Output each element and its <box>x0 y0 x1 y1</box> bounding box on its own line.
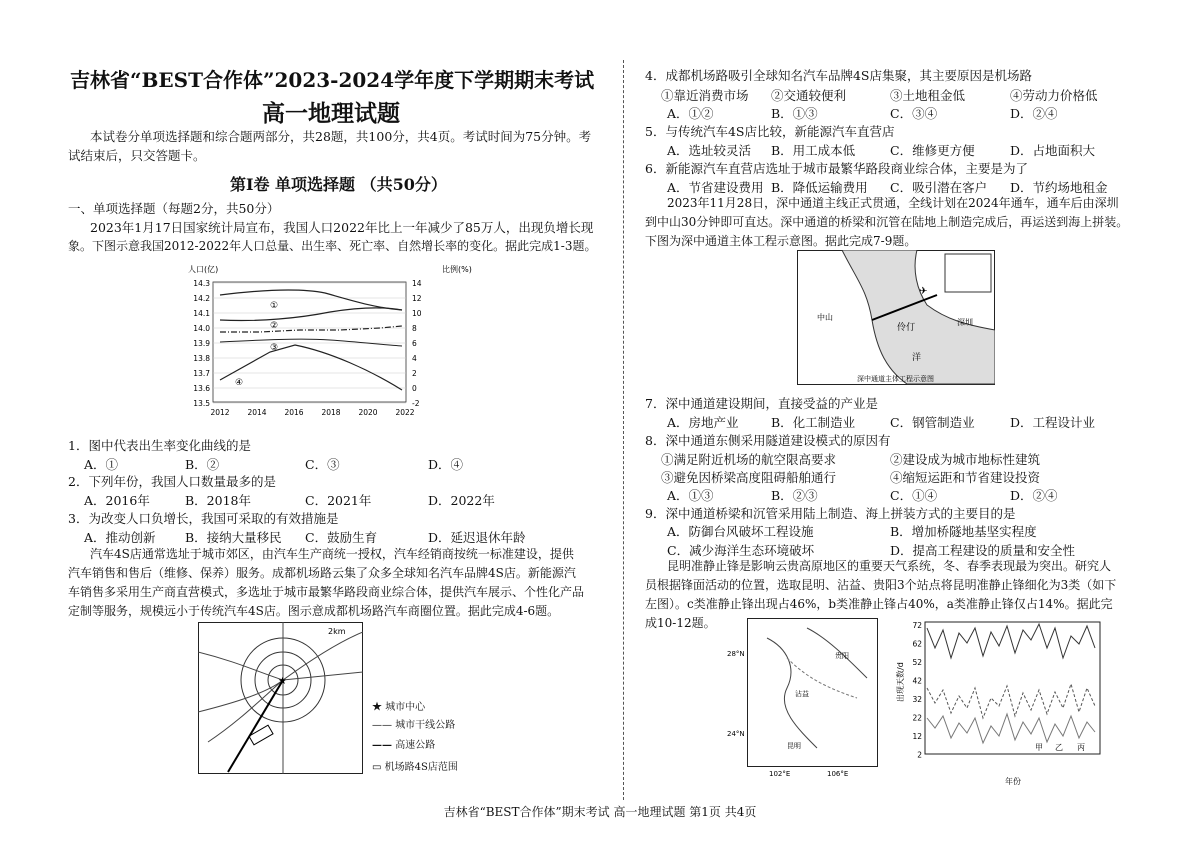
q3-option-d[interactable]: D．延迟退休年龄 <box>428 530 526 545</box>
chart2-ylabel: 出现天数/d <box>896 662 905 702</box>
chart2-y-tick-label: 72 <box>912 621 922 630</box>
passage4-line2: 员根据锋面活动的位置，选取昆明、沾益、贵阳3个站点将昆明准静止锋细化为3类（如下 <box>645 578 1117 592</box>
x-tick-label: 2012 <box>210 408 230 417</box>
city-center-star-icon: ★ <box>278 676 287 687</box>
series-line-1 <box>220 290 402 310</box>
q6-option-a[interactable]: A．节省建设费用 <box>667 180 764 195</box>
series-yi-line <box>927 684 1095 718</box>
chart-yticks <box>193 279 210 408</box>
q9-option-b[interactable]: B．增加桥隧地基坚实程度 <box>890 524 1037 539</box>
legend-trunk-road-label: 城市干线公路 <box>395 720 456 731</box>
q4-item-4: ④劳动力价格低 <box>1010 88 1098 103</box>
legend-highway: —— 高速公路 <box>372 740 436 751</box>
passage3-line1: 2023年11月28日，深中通道主线正式贯通，全线计划在2024年通车，通车后由深圳 <box>667 196 1119 210</box>
q8-item-3: ③避免因桥梁高度阻碍船舶通行 <box>661 470 837 485</box>
q6-stem: 6．新能源汽车直营店选址于城市最繁华路段商业综合体，主要是为了 <box>645 161 1028 176</box>
y-tick-label: 13.5 <box>193 399 210 408</box>
label-yang: 洋 <box>912 353 922 363</box>
chart-y2label: 比例(%) <box>442 265 472 274</box>
y2-tick-label: 2 <box>412 369 417 378</box>
q8-item-1: ①满足附近机场的航空限高要求 <box>661 452 837 467</box>
series-line-3b <box>220 339 402 346</box>
map2-legend-box <box>945 254 991 292</box>
q8-option-a[interactable]: A．①③ <box>667 488 714 503</box>
passage2-line1: 汽车4S店通常选址于城市郊区，由汽车生产商统一授权，汽车经销商按统一标准建设，提供 <box>90 547 574 561</box>
q1-option-c[interactable]: C．③ <box>305 457 340 472</box>
lat-24: 24°N <box>727 730 745 738</box>
y-tick-label: 14.1 <box>193 309 210 318</box>
series-label-2: ② <box>270 321 279 331</box>
passage2-line4: 定制等服务，规模远小于传统汽车4S店。图示意成都机场路汽车商圈位置。据此完成4-6题。 <box>68 604 560 618</box>
passage4-line3: 左图）。c类准静止锋出现占46%，b类准静止锋占40%，a类准静止锋仅占14%。据此完 <box>645 597 1113 611</box>
shenzhong-map <box>797 250 995 385</box>
passage1-line2: 象。下图示意我国2012-2022年人口总量、出生率、死亡率、自然增长率的变化。据此完成1-3题。 <box>68 239 597 253</box>
y-tick-label: 13.8 <box>193 354 210 363</box>
lat-28: 28°N <box>727 650 745 658</box>
lon-106: 106°E <box>827 770 849 778</box>
chart2-y-tick-label: 2 <box>917 750 922 760</box>
map2-caption: 深中通道主体工程示意图 <box>857 375 934 383</box>
legend-4s-area-label: 机场路4S店范围 <box>384 762 458 773</box>
q7-stem: 7．深中通道建设期间，直接受益的产业是 <box>645 396 878 411</box>
legend-trunk-road: —— 城市干线公路 <box>372 720 456 731</box>
series-line-3 <box>220 326 402 332</box>
q3-stem: 3．为改变人口负增长，我国可采取的有效措施是 <box>68 511 339 526</box>
exam-subtitle: 高一地理试题 <box>262 100 400 127</box>
y2-tick-label: 8 <box>412 324 417 333</box>
chart2-y-tick-label: 32 <box>912 695 922 704</box>
chart2-y-tick-label: 42 <box>912 676 922 686</box>
q9-option-a[interactable]: A．防御台风破坏工程设施 <box>667 524 814 539</box>
chart2-xlabel: 年份 <box>1005 777 1021 786</box>
q4-item-1: ①靠近消费市场 <box>661 88 749 103</box>
y-tick-label: 13.9 <box>193 339 210 348</box>
q5-stem: 5．与传统汽车4S店比较，新能源汽车直营店 <box>645 124 895 139</box>
chengdu-map <box>198 622 363 774</box>
lon-102: 102°E <box>769 770 791 778</box>
y2-tick-label: 14 <box>412 279 422 288</box>
section-subtitle: 一、单项选择题（每题2分，共50分） <box>68 201 280 216</box>
page-footer: 吉林省“BEST合作体”期末考试 高一地理试题 第1页 共4页 <box>443 805 757 819</box>
x-tick-label: 2014 <box>247 408 267 417</box>
days-chart <box>895 618 1120 788</box>
label-kunming: 昆明 <box>787 742 801 750</box>
passage4-line4: 成10-12题。 <box>645 616 716 630</box>
y-tick-label: 14.0 <box>193 324 210 333</box>
legend-jia: 甲 <box>1035 743 1043 752</box>
legend-bing: 丙 <box>1077 743 1085 752</box>
y-tick-label: 14.2 <box>193 294 210 303</box>
series-line-4 <box>220 345 402 390</box>
legend-4s-area: ▭ 机场路4S店范围 <box>372 762 458 773</box>
q6-option-c[interactable]: C．吸引潜在客户 <box>890 180 988 195</box>
chart-xticks <box>210 408 414 417</box>
legend-city-center-label: 城市中心 <box>385 702 426 713</box>
legend-city-center: ★ 城市中心 <box>372 702 426 713</box>
q5-option-d[interactable]: D．占地面积大 <box>1010 143 1096 158</box>
q4-option-c[interactable]: C．③④ <box>890 106 938 121</box>
q4-option-b[interactable]: B．①③ <box>771 106 818 121</box>
series-label-1: ① <box>270 301 279 311</box>
intro-line-1: 本试卷分单项选择题和综合题两部分，共28题，共100分，共4页。考试时间为75分钟。考 <box>90 129 592 144</box>
chart-y2ticks <box>412 279 422 408</box>
q4-option-d[interactable]: D．②④ <box>1010 106 1058 121</box>
q8-option-d[interactable]: D．②④ <box>1010 488 1058 503</box>
q1-option-a[interactable]: A．① <box>84 457 119 472</box>
q9-option-d[interactable]: D．提高工程建设的质量和安全性 <box>890 543 1076 558</box>
x-tick-label: 2016 <box>284 408 304 417</box>
y2-tick-label: -2 <box>412 399 420 408</box>
q6-option-d[interactable]: D．节约场地租金 <box>1010 180 1108 195</box>
legend-yi: 乙 <box>1055 743 1063 752</box>
population-chart <box>180 260 490 430</box>
passage4-line1: 昆明准静止锋是影响云贵高原地区的重要天气系统，冬、春季表现最为突出。研究人 <box>667 559 1112 573</box>
airport-icon: ✈ <box>919 286 928 297</box>
q8-item-4: ④缩短运距和节省建设投资 <box>890 470 1041 485</box>
chart2-y-tick-label: 62 <box>912 639 922 649</box>
series-label-3: ③ <box>270 343 279 353</box>
chart2-y-tick-label: 22 <box>912 713 922 723</box>
y2-tick-label: 10 <box>412 309 422 318</box>
chart2-yticks <box>912 621 922 760</box>
q2-stem: 2．下列年份，我国人口数量最多的是 <box>68 474 276 489</box>
q1-stem: 1．图中代表出生率变化曲线的是 <box>68 438 251 453</box>
q5-option-a[interactable]: A．选址较灵活 <box>667 143 752 158</box>
y2-tick-label: 4 <box>412 354 417 363</box>
q8-item-2: ②建设成为城市地标性建筑 <box>890 452 1041 467</box>
q7-option-b[interactable]: B．化工制造业 <box>771 415 856 430</box>
label-shenzhen: 深圳 <box>957 318 973 327</box>
x-tick-label: 2018 <box>321 408 341 417</box>
q5-option-b[interactable]: B．用工成本低 <box>771 143 856 158</box>
q1-option-b[interactable]: B．② <box>185 457 220 472</box>
passage3-line3: 下图为深中通道主体工程示意图。据此完成7-9题。 <box>645 234 917 248</box>
y-tick-label: 13.6 <box>193 384 210 393</box>
x-tick-label: 2022 <box>395 408 415 417</box>
map1-scale: 2km <box>328 627 346 636</box>
q4-item-3: ③土地租金低 <box>890 88 966 103</box>
q6-option-b[interactable]: B．降低运输费用 <box>771 180 868 195</box>
column-divider <box>623 60 624 800</box>
series-label-4: ④ <box>235 378 244 388</box>
q8-option-b[interactable]: B．②③ <box>771 488 818 503</box>
section-title: 第Ⅰ卷 单项选择题 （共50分） <box>230 175 447 194</box>
passage2-line2: 汽车销售和售后（维修、保养）服务。成都机场路云集了众多全球知名汽车品牌4S店。新能源汽 <box>68 566 576 580</box>
chart2-y-tick-label: 12 <box>912 732 922 741</box>
series-line-2 <box>220 308 402 321</box>
passage3-line2: 到中山30分钟即可直达。深中通道的桥梁和沉管在陆地上制造完成后，再运送到海上拼装。 <box>645 215 1129 229</box>
intro-line-2: 试结束后，只交答题卡。 <box>68 148 206 163</box>
label-zhongshan: 中山 <box>817 313 833 322</box>
y2-tick-label: 12 <box>412 294 422 303</box>
q2-option-d[interactable]: D．2022年 <box>428 493 495 508</box>
q2-option-b[interactable]: B．2018年 <box>185 493 251 508</box>
q1-option-d[interactable]: D．④ <box>428 457 464 472</box>
q9-option-c[interactable]: C．减少海洋生态环境破坏 <box>667 543 815 558</box>
y-tick-label: 13.7 <box>193 369 210 378</box>
q3-option-c[interactable]: C．鼓励生育 <box>305 530 378 545</box>
q7-option-c[interactable]: C．钢管制造业 <box>890 415 975 430</box>
x-tick-label: 2020 <box>358 408 378 417</box>
chart2-y-tick-label: 52 <box>912 658 922 667</box>
label-guiyang: 贵阳 <box>835 652 849 660</box>
q8-stem: 8．深中通道东侧采用隧道建设模式的原因有 <box>645 433 891 448</box>
yungui-map <box>727 618 879 778</box>
y-tick-label: 14.3 <box>193 279 210 288</box>
q4-stem: 4．成都机场路吸引全球知名汽车品牌4S店集聚，其主要原因是机场路 <box>645 68 1032 83</box>
series-jia-line <box>927 624 1095 658</box>
q5-option-c[interactable]: C．维修更方便 <box>890 143 975 158</box>
chart-ylabel: 人口(亿) <box>188 265 219 274</box>
q3-option-a[interactable]: A．推动创新 <box>84 530 156 545</box>
exam-title: 吉林省“BEST合作体”2023-2024学年度下学期期末考试 <box>70 68 595 92</box>
label-zhanyi: 沾益 <box>795 690 809 698</box>
legend-highway-label: 高速公路 <box>395 740 436 751</box>
label-lingding: 伶仃 <box>897 323 916 333</box>
q4-item-2: ②交通较便利 <box>771 88 847 103</box>
y2-tick-label: 6 <box>412 339 417 348</box>
series-bing-line <box>927 714 1095 743</box>
q7-option-d[interactable]: D．工程设计业 <box>1010 415 1096 430</box>
q8-option-c[interactable]: C．①④ <box>890 488 938 503</box>
q7-option-a[interactable]: A．房地产业 <box>667 415 739 430</box>
q2-option-a[interactable]: A．2016年 <box>84 493 150 508</box>
q9-stem: 9．深中通道桥梁和沉管采用陆上制造、海上拼装方式的主要目的是 <box>645 506 1016 521</box>
passage1-line1: 2023年1月17日国家统计局宣布，我国人口2022年比上一年减少了85万人，出现负增长现 <box>90 220 594 235</box>
q4-option-a[interactable]: A．①② <box>667 106 714 121</box>
q3-option-b[interactable]: B．接纳大量移民 <box>185 530 282 545</box>
q2-option-c[interactable]: C．2021年 <box>305 493 372 508</box>
y2-tick-label: 0 <box>412 384 417 393</box>
passage2-line3: 车销售多采用生产商直营模式，多选址于城市最繁华路段商业综合体，提供汽车展示、个性化产品 <box>68 585 585 599</box>
